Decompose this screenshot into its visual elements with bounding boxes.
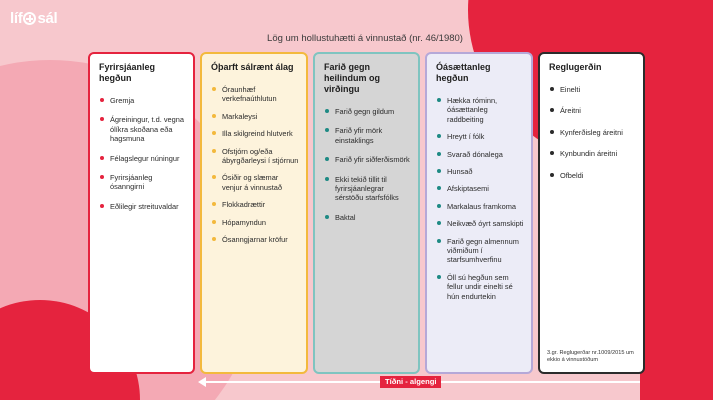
list-item: Áreitni bbox=[549, 106, 636, 115]
list-item: Hópamyndun bbox=[211, 218, 299, 227]
column-heading: Farið gegn heilindum og virðingu bbox=[324, 62, 380, 94]
list-item: Fyrirsjáanleg ósanngirni bbox=[99, 173, 186, 192]
column-integrity-respect bbox=[313, 52, 420, 374]
regulation-footnote: 3.gr. Reglugerðar nr.1009/2015 um ekkio á vinnustöðum bbox=[547, 350, 634, 363]
list-item: Ofbeldi bbox=[549, 171, 636, 180]
list-item: Öll sú hegðun sem fellur undir einelti sé hún endurtekin bbox=[436, 273, 524, 301]
column-heading: Óásættanleg hegðun bbox=[436, 62, 491, 83]
list-item: Baktal bbox=[324, 213, 411, 222]
column-predictable-behavior bbox=[88, 52, 195, 374]
background-red-band bbox=[640, 40, 713, 400]
list-item: Ósiðir og slæmar venjur á vinnustað bbox=[211, 173, 299, 192]
list-item: Farið gegn almennum viðmiðum í starfsumhverfinu bbox=[436, 237, 524, 265]
list-item: Farið yfir mörk einstaklings bbox=[324, 126, 411, 145]
list-item: Kynferðisleg áreitni bbox=[549, 128, 636, 137]
logo-text-lif: líf bbox=[10, 10, 23, 27]
list-item: Markalaus framkoma bbox=[436, 202, 524, 211]
list-item: Flokkadrættir bbox=[211, 200, 299, 209]
column-heading: Fyrirsjáanleg hegðun bbox=[99, 62, 156, 83]
column-heading: Óþarft sálrænt álag bbox=[211, 62, 294, 72]
plus-circle-icon bbox=[23, 12, 36, 25]
list-item: Félagslegur núningur bbox=[99, 154, 186, 163]
list-item: Illa skilgreind hlutverk bbox=[211, 129, 299, 138]
column-list bbox=[436, 96, 524, 301]
column-list bbox=[211, 85, 299, 244]
list-item: Ágreiningur, t.d. vegna ólíkra skoðana eða hagsmuna bbox=[99, 115, 186, 143]
column-list bbox=[549, 85, 636, 180]
column-regulation bbox=[538, 52, 645, 374]
arrow-left-icon bbox=[198, 377, 206, 387]
column-list bbox=[99, 96, 186, 211]
column-unacceptable-behavior bbox=[425, 52, 533, 374]
list-item: Svarað dónalega bbox=[436, 150, 524, 159]
list-item: Hækka róminn, óásættanleg raddbeiting bbox=[436, 96, 524, 124]
list-item: Kynbundin áreitni bbox=[549, 149, 636, 158]
column-heading: Reglugerðin bbox=[549, 62, 602, 72]
list-item: Afskiptasemi bbox=[436, 184, 524, 193]
page-title: Lög um hollustuhætti á vinnustað (nr. 46/1980) bbox=[267, 33, 463, 44]
list-item: Farið gegn gildum bbox=[324, 107, 411, 116]
column-unnecessary-strain bbox=[200, 52, 308, 374]
list-item: Hunsað bbox=[436, 167, 524, 176]
list-item: Ósanngjarnar kröfur bbox=[211, 235, 299, 244]
frequency-label: Tíðni - algengi bbox=[380, 376, 441, 388]
list-item: Ofstjórn og/eða ábyrgðarleysi í stjórnun bbox=[211, 147, 299, 166]
list-item: Markaleysi bbox=[211, 112, 299, 121]
list-item: Hreytt í fólk bbox=[436, 132, 524, 141]
list-item: Neikvæð óyrt samskipti bbox=[436, 219, 524, 228]
list-item: Ekki tekið tillit til fyrirsjáanlegrar sérstöðu starfsfólks bbox=[324, 175, 411, 203]
list-item: Eðlilegir streituvaldar bbox=[99, 202, 186, 211]
list-item: Gremja bbox=[99, 96, 186, 105]
list-item: Einelti bbox=[549, 85, 636, 94]
list-item: Farið yfir siðferðismörk bbox=[324, 155, 411, 164]
list-item: Óraunhæf verkefnaúthlutun bbox=[211, 85, 299, 104]
lifsal-logo bbox=[10, 10, 57, 27]
column-list bbox=[324, 107, 411, 222]
logo-text-sal: sál bbox=[37, 10, 58, 27]
